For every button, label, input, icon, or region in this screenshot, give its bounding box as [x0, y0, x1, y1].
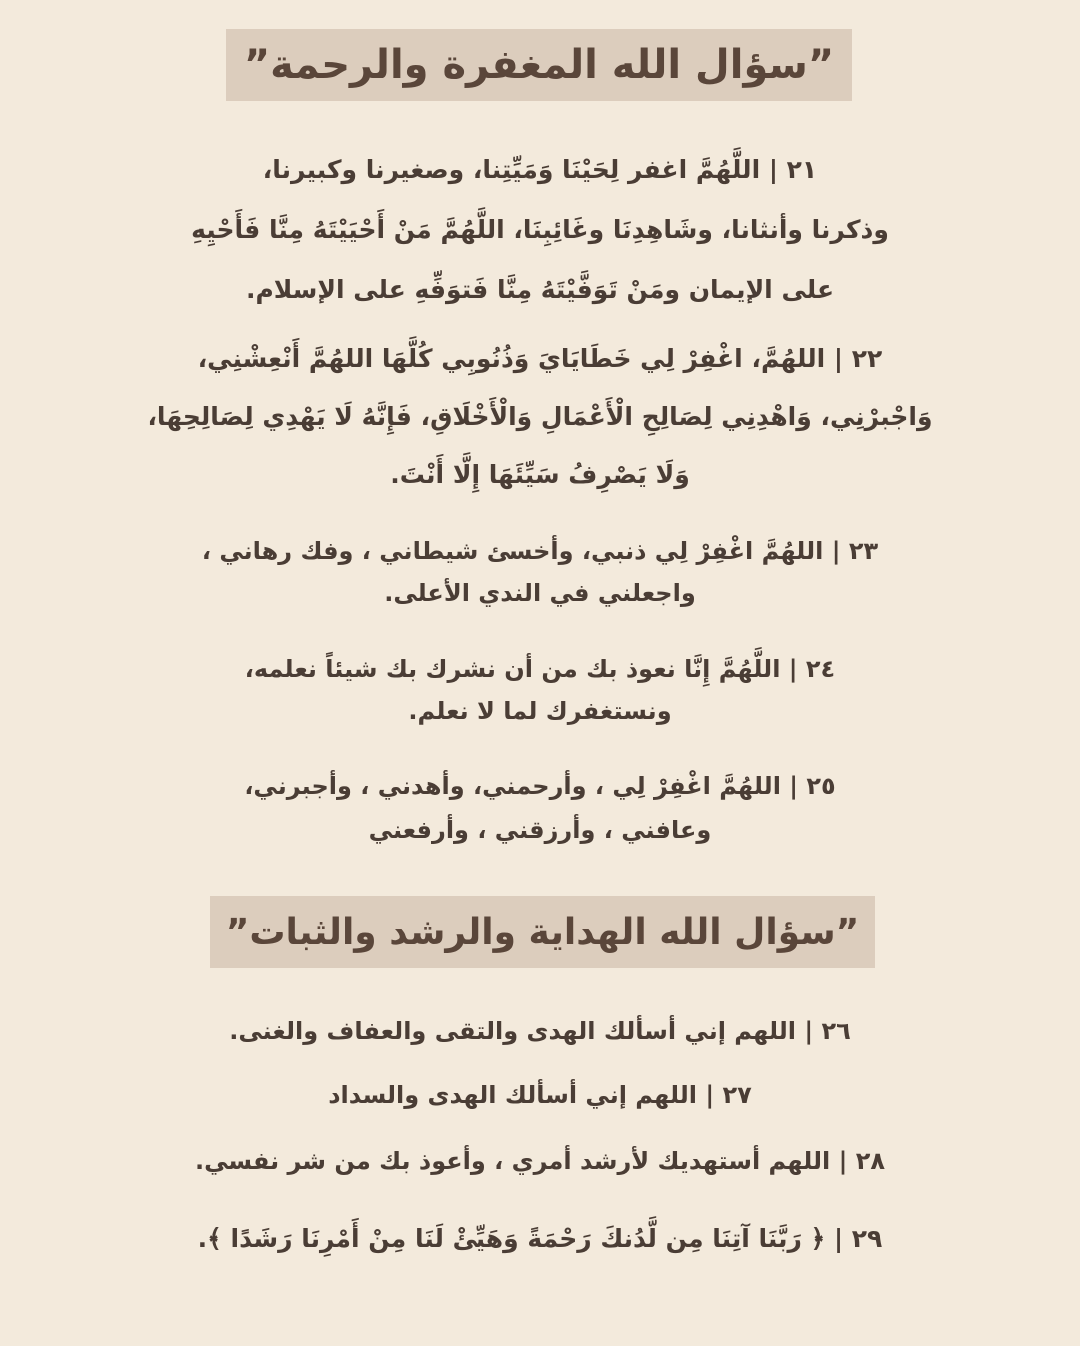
dua-line: على الإيمان ومَنْ تَوَفَّيْتَهُ مِنَّا فَتوَفِّهِ على الإسلام.: [245, 275, 835, 304]
dua-line: ٢٩ | ﴿ رَبَّنَا آتِنَا مِن لَّدُنكَ رَحْمَةً وَهَيِّئْ لَنَا مِنْ أَمْرِنَا رَشَدًا ﴾.: [197, 1224, 883, 1253]
dua-line: ٢٥ | اللهُمَّ اغْفِرْ لِي ، وأرحمني، وأهدني ، وأجبرني،: [244, 772, 836, 800]
dua-line: وَاجْبرْنِي، وَاهْدِنِي لِصَالِحِ الْأَعْمَالِ وَالْأَخْلَاقِ، فَإِنَّهُ لَا يَهْدِي لِصَالِحِهَا،: [147, 402, 933, 431]
dua-27: [100, 1073, 980, 1117]
dua-26: [100, 1009, 980, 1053]
dua-line: ٢٦ | اللهم إني أسألك الهدى والتقى والعفاف والغنى.: [229, 1017, 851, 1045]
section-heading-guidance: [210, 896, 875, 968]
dua-28: [100, 1139, 980, 1183]
dua-line: ٢٧ | اللهم إني أسألك الهدى والسداد: [328, 1081, 752, 1109]
dua-line: وَلَا يَصْرِفُ سَيِّئَهَا إِلَّا أَنْتَ.: [390, 460, 690, 489]
dua-29: [100, 1216, 980, 1262]
dua-line: وذكرنا وأنثانا، وشَاهِدِنَا وغَائِبِنَا، اللَّهُمَّ مَنْ أَحْيَيْتَهُ مِنَّا فَأَحْيِهِ: [191, 215, 889, 244]
dua-line: ٢٤ | اللَّهُمَّ إِنَّا نعوذ بك من أن نشرك بك شيئاً نعلمه،: [244, 655, 836, 683]
dua-24: [100, 648, 980, 732]
heading-text: ”سؤال الله الهداية والرشد والثبات”: [225, 911, 860, 953]
dua-25: [100, 764, 980, 852]
dua-22: [100, 330, 980, 504]
dua-line: ٢٢ | اللهُمَّ، اغْفِرْ لِي خَطَايَايَ وَذُنُوبِي كُلَّهَا اللهُمَّ أَنْعِشْنِي،: [197, 344, 883, 373]
dua-line: ونستغفرك لما لا نعلم.: [408, 697, 672, 725]
heading-text: ”سؤال الله المغفرة والرحمة”: [243, 42, 835, 88]
dua-line: ٢٣ | اللهُمَّ اغْفِرْ لِي ذنبي، وأخسئ شيطاني ، وفك رهاني ،: [201, 537, 879, 565]
dua-line: ٢٨ | اللهم أستهديك لأرشد أمري ، وأعوذ بك من شر نفسي.: [195, 1147, 885, 1175]
dua-23: [100, 530, 980, 614]
dua-21: [100, 140, 980, 320]
dua-line: ٢١ | اللَّهُمَّ اغفر لِحَيْنَا وَمَيِّتِنا، وصغيرنا وكبيرنا،: [262, 155, 818, 184]
section-heading-forgiveness: [226, 29, 852, 101]
dua-line: واجعلني في الندي الأعلى.: [384, 579, 696, 607]
dua-line: وعافني ، وأرزقني ، وأرفعني: [368, 816, 712, 844]
